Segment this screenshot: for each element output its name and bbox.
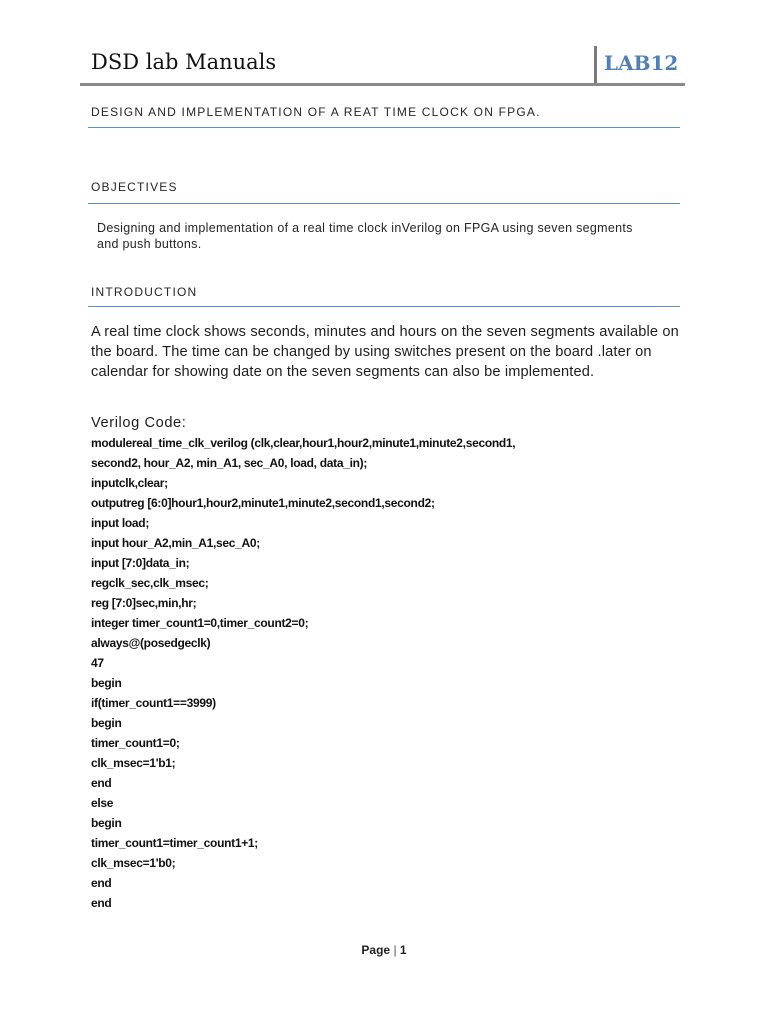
objectives-heading: OBJECTIVES <box>91 180 178 194</box>
code-line: timer_count1=0; <box>91 736 180 750</box>
code-line: begin <box>91 676 122 690</box>
page-number: 1 <box>399 943 407 957</box>
code-line: clk_msec=1'b0; <box>91 856 176 870</box>
title-divider <box>88 127 680 128</box>
code-line: outputreg [6:0]hour1,hour2,minute1,minute2,second1,second2; <box>91 496 435 510</box>
code-line: always@(posedgeclk) <box>91 636 211 650</box>
objectives-text: Designing and implementation of a real time clock inVerilog on FPGA using seven segments and push buttons. <box>97 221 633 251</box>
code-line: integer timer_count1=0,timer_count2=0; <box>91 616 309 630</box>
objectives-divider <box>88 203 680 204</box>
code-line: modulereal_time_clk_verilog (clk,clear,hour1,hour2,minute1,minute2,second1, <box>91 436 516 450</box>
code-line: end <box>91 776 112 790</box>
code-line: inputclk,clear; <box>91 476 168 490</box>
page-separator: | <box>393 943 397 957</box>
code-line: if(timer_count1==3999) <box>91 696 216 710</box>
document-title: DESIGN AND IMPLEMENTATION OF A REAT TIME CLOCK ON FPGA. <box>91 105 541 119</box>
code-line: timer_count1=timer_count1+1; <box>91 836 258 850</box>
code-line: input [7:0]data_in; <box>91 556 190 570</box>
code-line: else <box>91 796 114 810</box>
page-footer <box>0 943 768 957</box>
page-label: Page <box>361 943 391 957</box>
code-block <box>91 433 515 913</box>
introduction-heading: INTRODUCTION <box>91 285 198 299</box>
lab-badge: LAB12 <box>604 51 679 75</box>
header-divider <box>80 83 685 86</box>
code-line: begin <box>91 716 122 730</box>
code-line: second2, hour_A2, min_A1, sec_A0, load, data_in); <box>91 456 368 470</box>
code-line: reg [7:0]sec,min,hr; <box>91 596 197 610</box>
code-line: input hour_A2,min_A1,sec_A0; <box>91 536 260 550</box>
code-line: input load; <box>91 516 150 530</box>
code-line: regclk_sec,clk_msec; <box>91 576 209 590</box>
code-line: begin <box>91 816 122 830</box>
header-vertical-divider <box>594 46 597 84</box>
code-line: clk_msec=1'b1; <box>91 756 176 770</box>
code-heading: Verilog Code: <box>91 415 187 431</box>
manual-title: DSD lab Manuals <box>91 50 277 74</box>
introduction-divider <box>88 306 680 307</box>
introduction-text: A real time clock shows seconds, minutes and hours on the seven segments available on the board. The time can be changed by using switches present on the board .later on calendar for showing date on the seven segments can also be implemented. <box>91 324 679 380</box>
code-line: end <box>91 896 112 910</box>
code-line: end <box>91 876 112 890</box>
code-line: 47 <box>91 656 104 670</box>
